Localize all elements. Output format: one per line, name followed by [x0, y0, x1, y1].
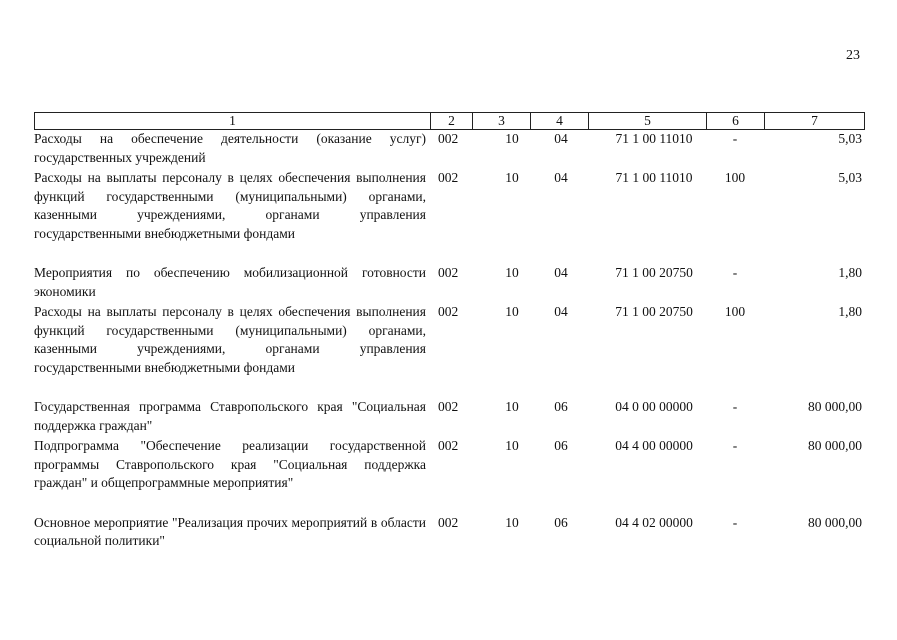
row-expense-type: 100 — [724, 304, 746, 319]
row-subsection: 04 — [554, 265, 568, 280]
row-subsection: 04 — [554, 131, 568, 146]
table-row — [34, 169, 864, 243]
row-section: 10 — [505, 170, 519, 185]
row-name: Подпрограмма "Обеспечение реализации государственной программы Ставропольского края "Социальная поддержка граждан" и общепрограммные мероприятия" — [34, 438, 426, 490]
row-section: 10 — [505, 514, 519, 530]
row-amount: 1,80 — [838, 304, 862, 319]
row-target-article: 71 1 00 11010 — [615, 131, 693, 146]
row-expense-type: - — [732, 438, 738, 453]
column-header-1: 1 — [35, 113, 431, 130]
row-name: Расходы на обеспечение деятельности (оказание услуг) государственных учреждений — [34, 131, 426, 165]
budget-rows — [34, 130, 864, 551]
row-section: 10 — [505, 265, 519, 280]
row-code-ministry: 002 — [438, 170, 459, 185]
row-name: Расходы на выплаты персоналу в целях обеспечения выполнения функций государственными (муниципальными) органами, казенными учреждениями, органами управления государственными внебюджетными фондами — [34, 170, 426, 241]
row-section: 10 — [505, 399, 519, 414]
table-row — [34, 437, 864, 493]
row-name: Расходы на выплаты персоналу в целях обеспечения выполнения функций государственными (муниципальными) органами, казенными учреждениями, органами управления государственными внебюджетными фондами — [34, 304, 426, 375]
row-section: 10 — [505, 304, 519, 319]
row-target-article: 04 4 02 00000 — [615, 514, 693, 530]
row-subsection: 06 — [554, 438, 568, 453]
row-expense-type: - — [732, 399, 738, 414]
row-target-article: 71 1 00 20750 — [615, 265, 693, 280]
row-section: 10 — [505, 131, 519, 146]
row-amount: 80 000,00 — [808, 438, 862, 453]
table-row — [34, 303, 864, 377]
row-subsection: 04 — [554, 170, 568, 185]
table-row — [34, 130, 864, 167]
row-target-article: 71 1 00 20750 — [615, 304, 693, 319]
column-header-7: 7 — [765, 113, 865, 130]
row-code-ministry: 002 — [438, 438, 459, 453]
row-target-article: 04 0 00 00000 — [615, 399, 693, 414]
column-header-6: 6 — [707, 113, 765, 130]
row-name: Мероприятия по обеспечению мобилизационной готовности экономики — [34, 265, 426, 299]
row-name: Государственная программа Ставропольского края "Социальная поддержка граждан" — [34, 399, 426, 433]
column-header-4: 4 — [531, 113, 589, 130]
page-number: 23 — [846, 48, 860, 63]
column-header-5: 5 — [589, 113, 707, 130]
row-expense-type: 100 — [724, 170, 746, 185]
row-name: Основное мероприятие "Реализация прочих мероприятий в области социальной политики" — [34, 514, 426, 548]
column-header-table — [34, 112, 865, 130]
row-code-ministry: 002 — [438, 514, 459, 530]
row-amount: 5,03 — [838, 170, 862, 185]
row-subsection: 06 — [554, 514, 568, 530]
column-header-3: 3 — [473, 113, 531, 130]
row-expense-type: - — [732, 131, 738, 146]
table-row — [34, 264, 864, 301]
row-section: 10 — [505, 438, 519, 453]
row-expense-type: - — [732, 514, 738, 530]
row-subsection: 04 — [554, 304, 568, 319]
row-target-article: 04 4 00 00000 — [615, 438, 693, 453]
row-amount: 80 000,00 — [808, 514, 862, 530]
table-row — [34, 514, 864, 551]
row-amount: 1,80 — [838, 265, 862, 280]
row-subsection: 06 — [554, 399, 568, 414]
row-amount: 80 000,00 — [808, 399, 862, 414]
row-code-ministry: 002 — [438, 131, 459, 146]
column-header-row — [35, 113, 865, 130]
column-header-2: 2 — [431, 113, 473, 130]
row-amount: 5,03 — [838, 131, 862, 146]
row-expense-type: - — [732, 265, 738, 280]
row-target-article: 71 1 00 11010 — [615, 170, 693, 185]
row-code-ministry: 002 — [438, 399, 459, 414]
row-code-ministry: 002 — [438, 304, 459, 319]
row-code-ministry: 002 — [438, 265, 459, 280]
table-row — [34, 398, 864, 435]
